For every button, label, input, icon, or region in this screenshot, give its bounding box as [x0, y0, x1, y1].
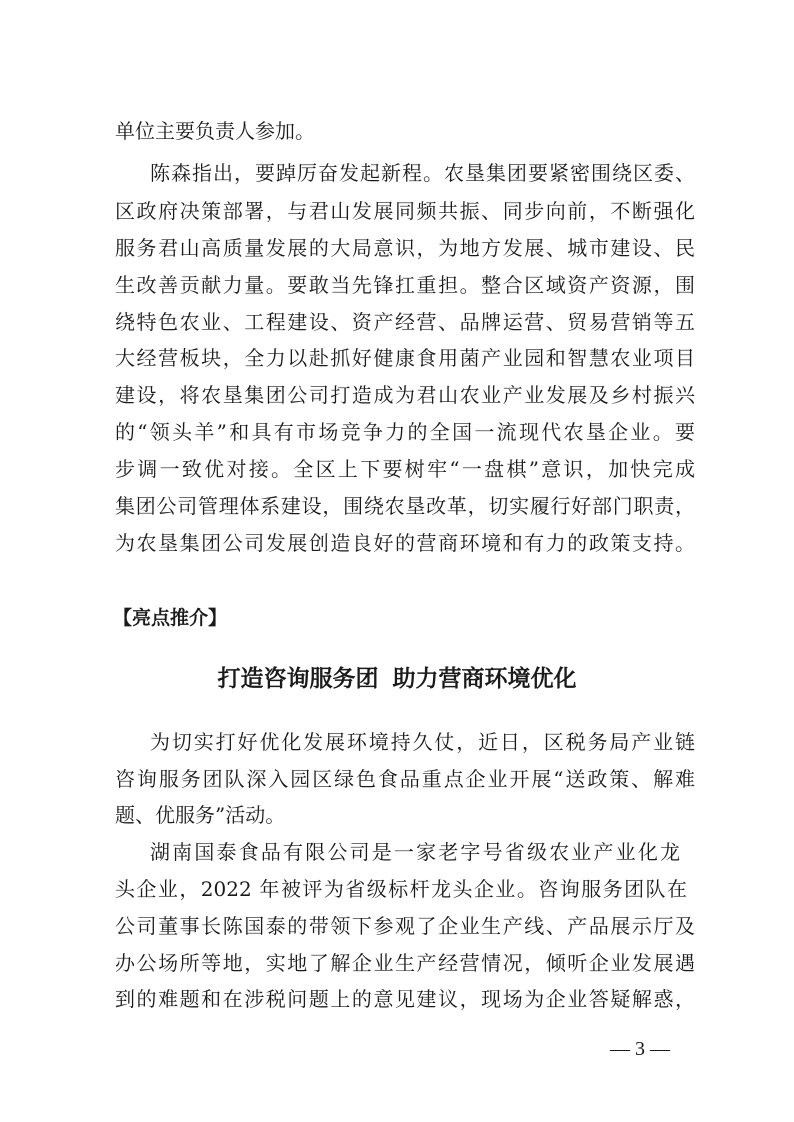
section-heading: 【亮点推介】 [113, 607, 228, 629]
text-line: 单位主要负责人参加。 [115, 119, 315, 143]
text-line: 生改善贡献力量。要敢当先锋扛重担。整合区域资产资源，围 [115, 273, 695, 297]
text-line: 集团公司管理体系建设，围绕农垦改革，切实履行好部门职责， [115, 494, 695, 518]
text-line: 到的难题和在涉税问题上的意见建议，现场为企业答疑解惑， [115, 987, 695, 1011]
text-line: 为切实打好优化发展环境持久仗，近日，区税务局产业链 [150, 730, 695, 754]
text-line: 服务君山高质量发展的大局意识，为地方发展、城市建设、民 [115, 236, 695, 260]
text-line: 为农垦集团公司发展创造良好的营商环境和有力的政策支持。 [115, 531, 695, 555]
text-line: 湖南国泰食品有限公司是一家老字号省级农业产业化龙 [150, 840, 680, 864]
text-line: 步调一致优对接。全区上下要树牢“一盘棋”意识，加快完成 [115, 457, 695, 481]
text-line: 大经营板块，全力以赴抓好健康食用菌产业园和智慧农业项目 [115, 346, 695, 370]
text-line: 公司董事长陈国泰的带领下参观了企业生产线、产品展示厅及 [115, 914, 695, 938]
text-line: 的“领头羊”和具有市场竞争力的全国一流现代农垦企业。要 [115, 420, 695, 444]
page-number: — 3 — [610, 1038, 670, 1060]
text-line: 咨询服务团队深入园区绿色食品重点企业开展“送政策、解难 [115, 767, 695, 791]
text-line: 陈森指出，要踔厉奋发起新程。农垦集团要紧密围绕区委、 [150, 161, 695, 185]
article-title: 打造咨询服务团 助力营商环境优化 [217, 666, 577, 692]
text-line: 绕特色农业、工程建设、资产经营、品牌运营、贸易营销等五 [115, 310, 695, 334]
text-line: 建设，将农垦集团公司打造成为君山农业产业发展及乡村振兴 [115, 383, 695, 407]
text-line: 题、优服务”活动。 [115, 803, 286, 827]
text-line: 办公场所等地，实地了解企业生产经营情况，倾听企业发展遇 [115, 951, 695, 975]
text-line: 区政府决策部署，与君山发展同频共振、同步向前，不断强化 [115, 199, 695, 223]
text-line: 头企业，2022 年被评为省级标杆龙头企业。咨询服务团队在 [115, 877, 687, 901]
